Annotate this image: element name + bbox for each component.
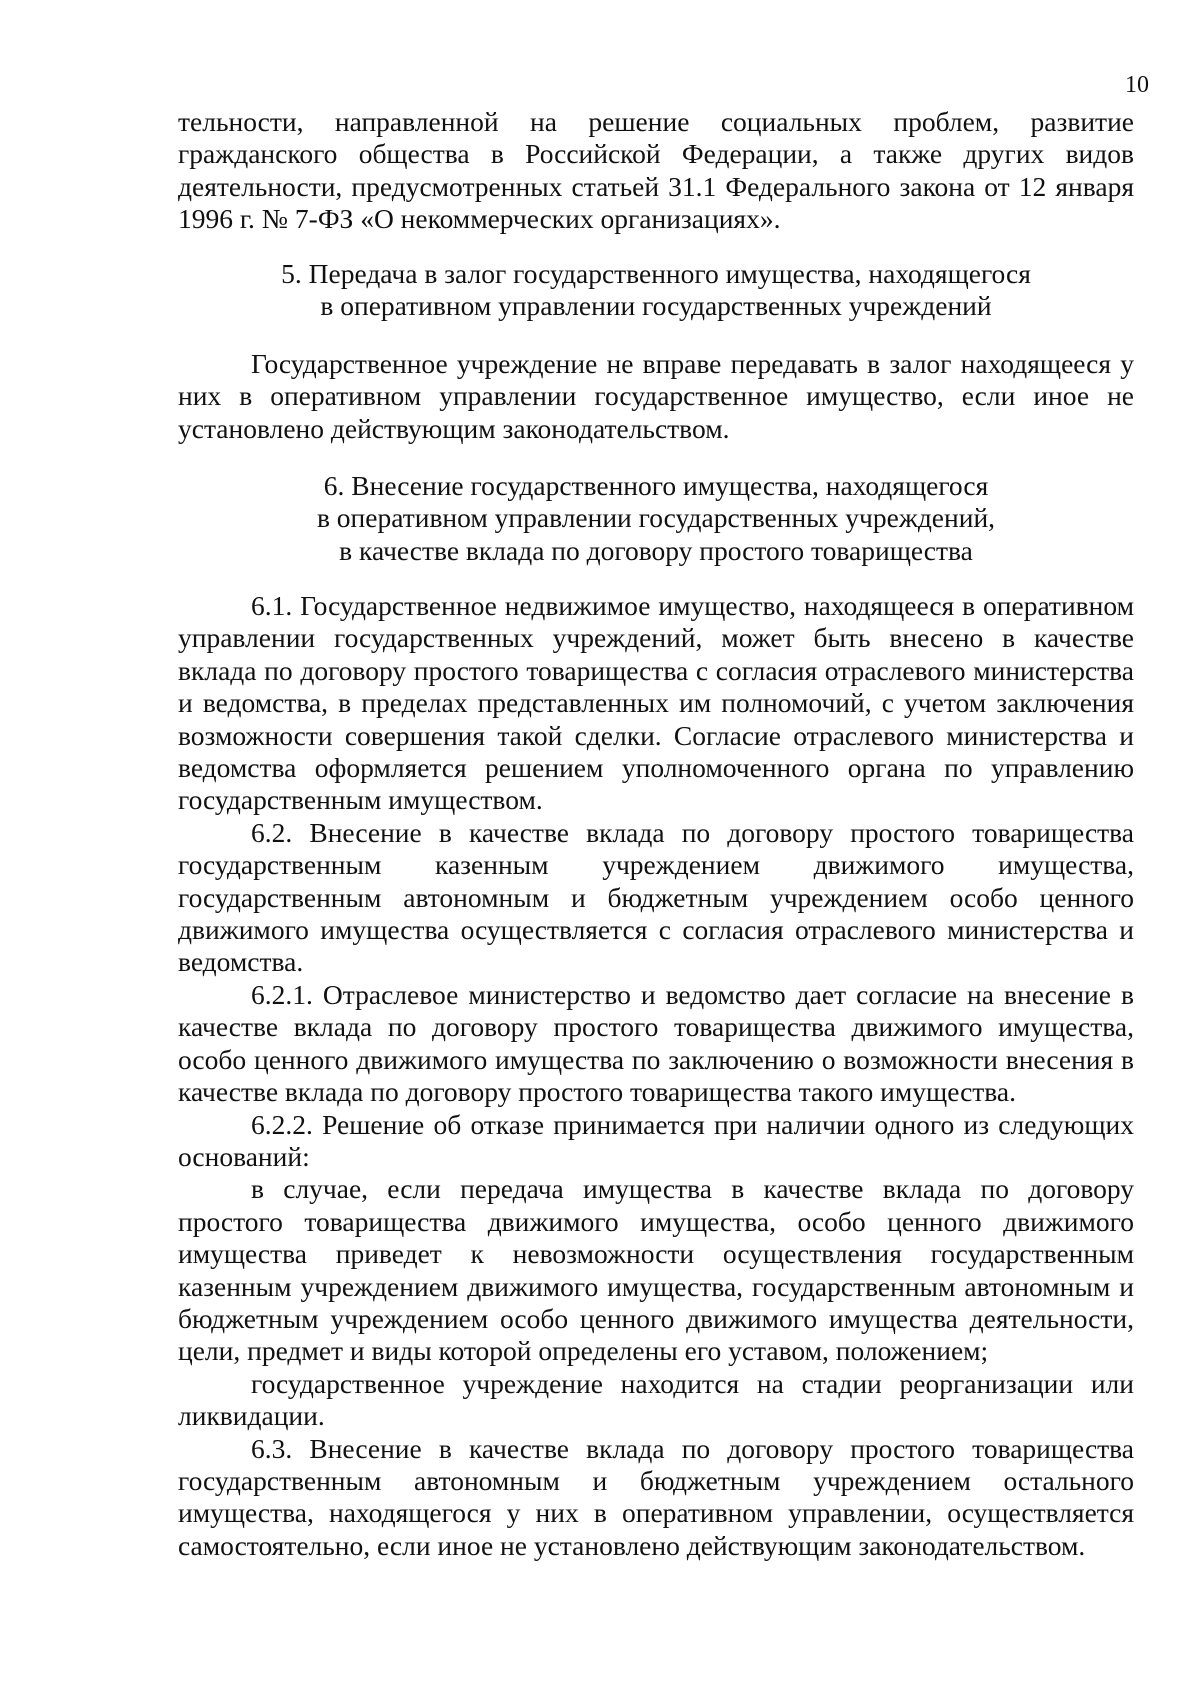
section-5-heading — [178, 258, 1134, 323]
paragraph-6-2-2-reason-b: государственное учреждение находится на стадии реорганизации или ликвидации. — [178, 1367, 1134, 1432]
intro-paragraph: тельности, направленной на решение социальных проблем, развитие гражданского общества в Российской Федерации, а также других видов деятельности, предусмотренных статьей 31.1 Федерального закона от 12 января 1996 г. № 7-ФЗ «О некоммерческих организациях». — [178, 106, 1134, 235]
section-6-body — [178, 590, 1134, 1562]
intro-paragraph-block — [178, 106, 1134, 236]
section-5-heading-line-2: в оперативном управлении государственных учреждений — [320, 290, 992, 322]
paragraph-6-2: 6.2. Внесение в качестве вклада по договору простого товарищества государственным казенным учреждением движимого имущества, государственным автономным и бюджетным учреждением особо ценного движимого имущества осуществляется с согласия отраслевого министерства и ведомства. — [178, 816, 1134, 978]
paragraph-6-3: 6.3. Внесение в качестве вклада по договору простого товарищества государственным автономным и бюджетным учреждением остального имущества, находящегося у них в оперативном управлении, осуществляется самостоятельно, если иное не установлено действующим законодательством. — [178, 1432, 1134, 1561]
section-6-heading-line-2: в оперативном управлении государственных учреждений, — [316, 502, 996, 534]
section-5-heading-line-1: 5. Передача в залог государственного имущества, находящегося — [281, 258, 1031, 289]
section-5-paragraph: Государственное учреждение не вправе передавать в залог находящееся у них в оперативном управлении государственное имущество, если иное не установлено действующим законодательством. — [178, 348, 1134, 444]
paragraph-6-2-1: 6.2.1. Отраслевое министерство и ведомство дает согласие на внесение в качестве вклада по договору простого товарищества движимого имущества, особо ценного движимого имущества по заключению о возможности внесения в качестве вклада по договору простого товарищества такого имущества. — [178, 978, 1134, 1108]
section-6-heading-line-3: в качестве вклада по договору простого товарищества — [339, 534, 973, 566]
paragraph-6-1: 6.1. Государственное недвижимое имущество, находящееся в оперативном управлении государственных учреждений, может быть внесено в качестве вклада по договору простого товарищества с согласия отраслевого министерства и ведомства, в пределах представленных им полномочий, с учетом заключения возможности совершения такой сделки. Согласие отраслевого министерства и ведомства оформляется решением уполномоченного органа по управлению государственным имуществом. — [178, 590, 1134, 816]
section-6-heading — [178, 470, 1134, 567]
page-number: 10 — [1125, 72, 1149, 98]
section-5-body — [178, 348, 1134, 445]
paragraph-6-2-2: 6.2.2. Решение об отказе принимается при наличии одного из следующих оснований: — [178, 1108, 1134, 1172]
section-6-heading-line-1: 6. Внесение государственного имущества, находящегося — [323, 470, 989, 501]
paragraph-6-2-2-reason-a: в случае, если передача имущества в качестве вклада по договору простого товарищества движимого имущества, особо ценного движимого имущества приведет к невозможности осуществления государственным казенным учреждением движимого имущества, государственным автономным и бюджетным учреждением особо ценного движимого имущества деятельности, цели, предмет и виды которой определены его уставом, положением; — [178, 1173, 1134, 1367]
